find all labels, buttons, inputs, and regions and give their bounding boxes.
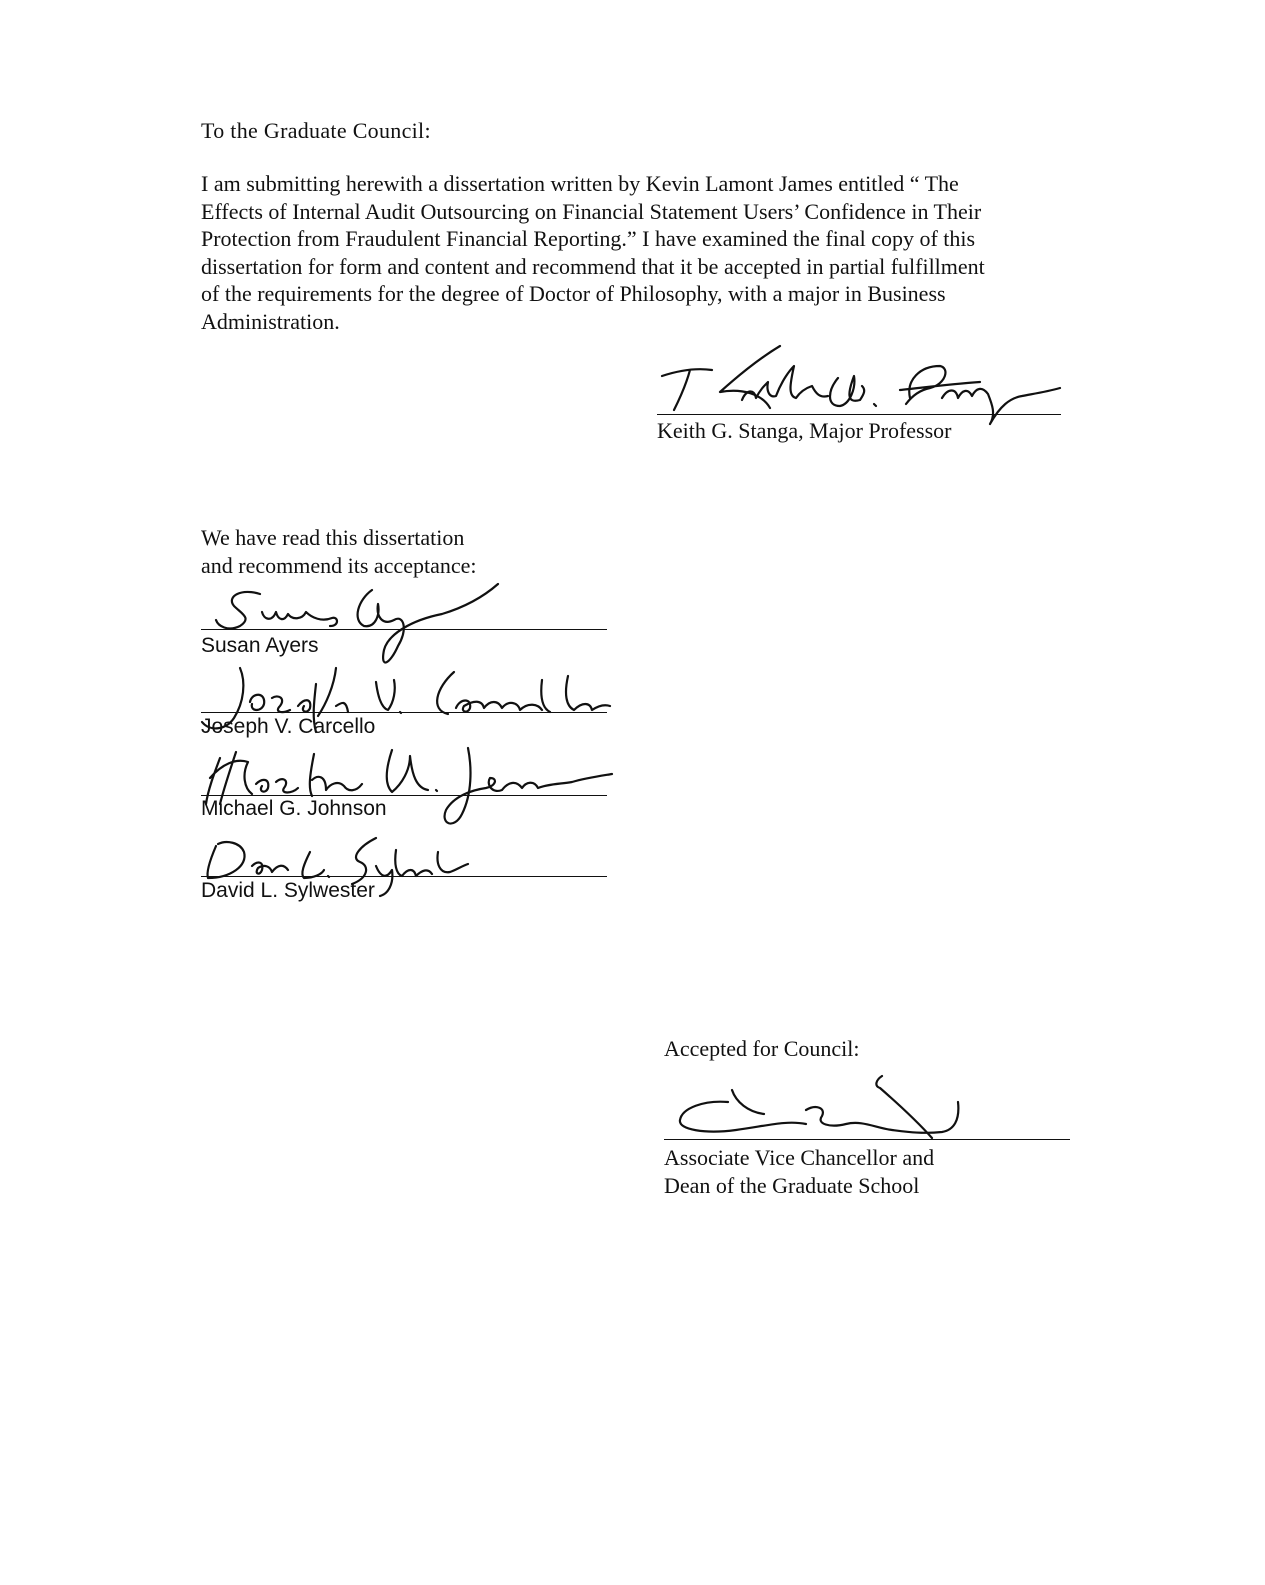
letter-line: Effects of Internal Audit Outsourcing on Financial Statement Users’ Confidence in Their (201, 198, 982, 224)
signature-line (201, 629, 607, 630)
dean-title (664, 1144, 934, 1200)
committee-intro (201, 524, 476, 580)
salutation: To the Graduate Council: (201, 118, 431, 143)
committee-member-name: Joseph V. Carcello (201, 715, 376, 738)
committee-intro-line: We have read this dissertation (201, 525, 465, 550)
signature-line (201, 795, 607, 796)
dean-signature (676, 1072, 976, 1152)
accepted-for-council-label: Accepted for Council: (664, 1036, 860, 1061)
letter-line: Administration. (201, 308, 340, 334)
committee-member-name: Susan Ayers (201, 634, 319, 657)
signature-line (657, 414, 1061, 415)
letter-line: dissertation for form and content and recommend that it be accepted in partial fulfillment (201, 253, 985, 279)
signature-line (664, 1139, 1070, 1140)
letter-body (201, 170, 1121, 335)
signature-line (201, 712, 607, 713)
committee-member-name: Michael G. Johnson (201, 797, 387, 820)
letter-line: Protection from Fraudulent Financial Reporting.” I have examined the final copy of this (201, 226, 976, 251)
letter-line: I am submitting herewith a dissertation written by Kevin Lamont James entitled “ The (201, 171, 959, 196)
dean-title-line: Dean of the Graduate School (664, 1173, 920, 1198)
major-professor-name: Keith G. Stanga, Major Professor (657, 418, 952, 443)
committee-member-name: David L. Sylwester (201, 879, 375, 902)
dean-title-line: Associate Vice Chancellor and (664, 1145, 935, 1170)
letter-line: of the requirements for the degree of Doctor of Philosophy, with a major in Business (201, 281, 946, 306)
signature-line (201, 876, 607, 877)
committee-intro-line: and recommend its acceptance: (201, 553, 477, 578)
